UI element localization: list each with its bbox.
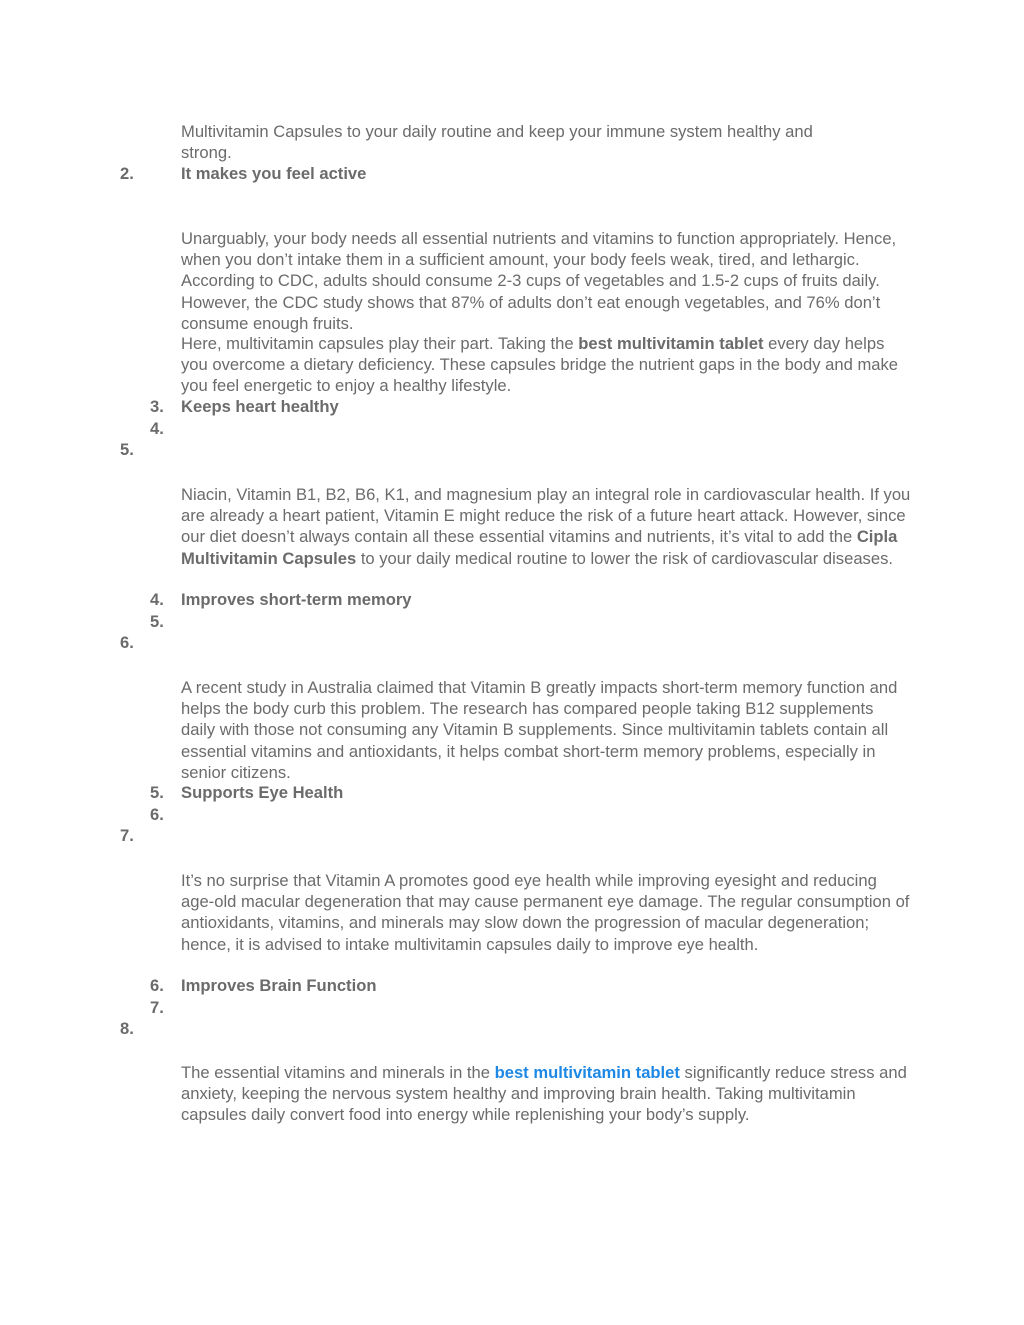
section-heading-brain-function: Improves Brain Function [181,976,377,995]
list-number: 5. [150,612,164,631]
list-number: 7. [150,998,164,1017]
paragraph-brain-function: The essential vitamins and minerals in the best multivitamin tablet significantly reduce stress and anxiety, keeping the nervous system healthy and improving brain health. Taking multivitamin capsules daily convert food into energy while replenishing your body’s supply. [181,1063,907,1125]
paragraph-memory: A recent study in Australia claimed that Vitamin B greatly impacts short-term memory function and helps the body curb this problem. The research has compared people taking B12 supplements daily with those not consuming any Vitamin B supplements. Since multivitamin tablets contain all essential vitamins and antioxidants, it helps combat short-term memory problems, especially in senior citizens. [181,678,898,782]
list-number: 5. [120,440,134,459]
list-number: 4. [150,590,164,609]
paragraph-feel-active-2: Here, multivitamin capsules play their part. Taking the best multivitamin tablet every day helps you overcome a dietary deficiency. These capsules bridge the nutrient gaps in the body and make you feel energetic to enjoy a healthy lifestyle. [181,334,899,396]
list-number: 8. [120,1019,134,1038]
list-number: 6. [150,805,164,824]
best-multivitamin-tablet-link[interactable]: best multivitamin tablet [494,1063,680,1082]
intro-line-1: Multivitamin Capsules to your daily routine and keep your immune system healthy and [181,122,813,141]
intro-line-2: strong. [181,143,232,162]
list-number: 6. [120,633,134,652]
section-heading-heart-healthy: Keeps heart healthy [181,397,339,416]
section-heading-memory: Improves short-term memory [181,590,412,609]
list-number: 5. [150,783,164,802]
section-heading-feel-active: It makes you feel active [181,164,367,183]
section-heading-eye-health: Supports Eye Health [181,783,344,802]
paragraph-heart-healthy: Niacin, Vitamin B1, B2, B6, K1, and magnesium play an integral role in cardiovascular health. If you are already a heart patient, Vitamin E might reduce the risk of a future heart attack. However, since our diet doesn’t always contain all these essential vitamins and nutrients, it’s vital to add the Cipla Multivitamin Capsules to your daily medical routine to lower the risk of cardiovascular diseases. [181,485,911,568]
list-number: 3. [150,397,164,416]
bold-phrase: best multivitamin tablet [578,334,764,353]
list-number: 6. [150,976,164,995]
list-number: 2. [120,164,134,183]
paragraph-eye-health: It’s no surprise that Vitamin A promotes good eye health while improving eyesight and reducing age-old macular degeneration that may cause permanent eye damage. The regular consumption of antioxidants, vitamins, and minerals may slow down the progression of macular degeneration; hence, it is advised to intake multivitamin capsules daily to improve eye health. [181,871,910,954]
list-number: 7. [120,826,134,845]
list-number: 4. [150,419,164,438]
bold-phrase: Cipla Multivitamin Capsules [181,527,898,568]
paragraph-feel-active-1: Unarguably, your body needs all essential nutrients and vitamins to function appropriately. Hence, when you don’t intake them in a sufficient amount, your body feels weak, tired, and lethargic. According to CDC, adults should consume 2-3 cups of vegetables and 1.5-2 cups of fruits daily. However, the CDC study shows that 87% of adults don’t eat enough vegetables, and 76% don’t consume enough fruits. [181,229,897,333]
